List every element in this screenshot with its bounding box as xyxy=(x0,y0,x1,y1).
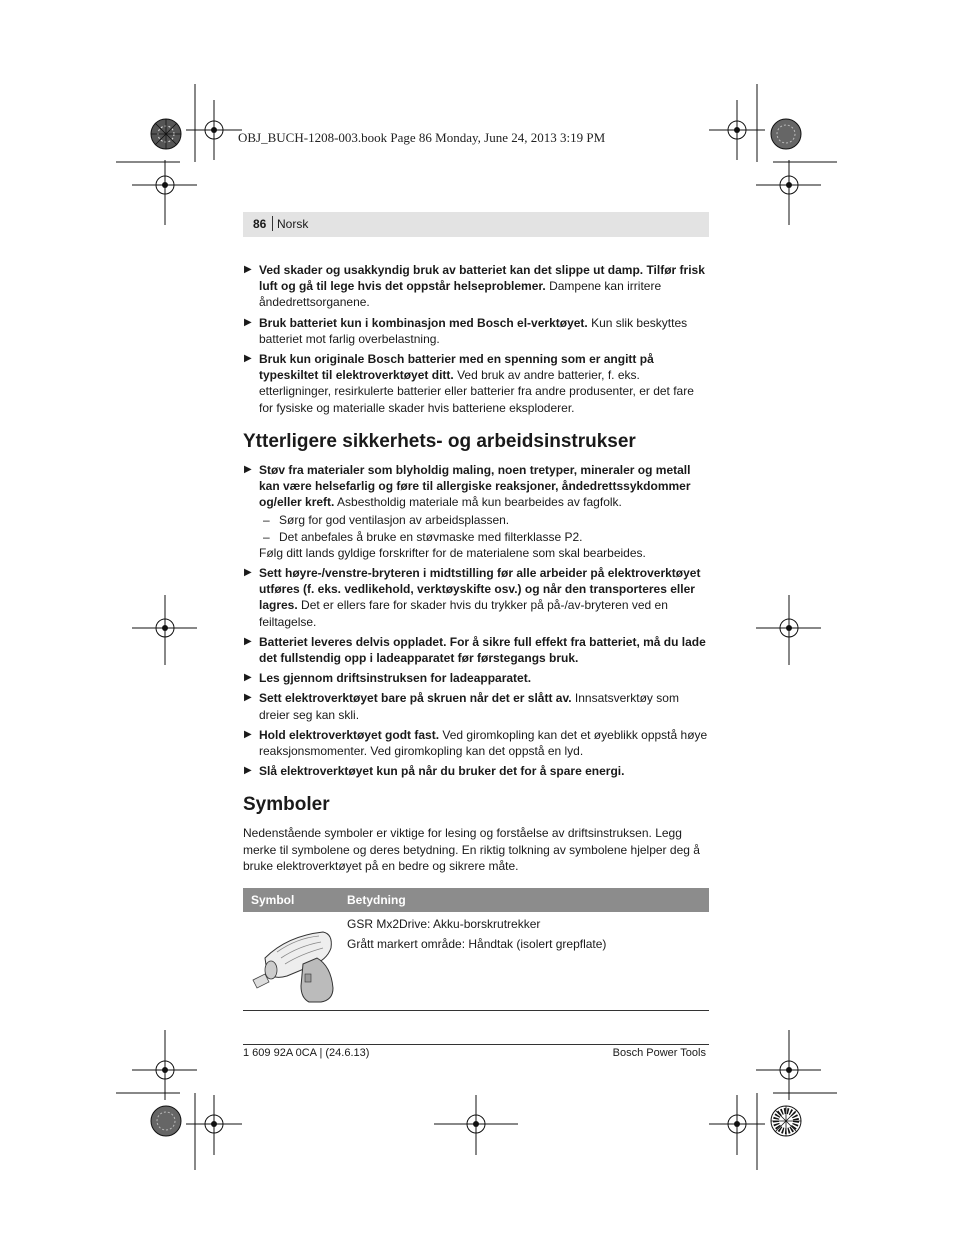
symbols-intro: Nedenstående symboler er viktige for lesing og forståelse av driftsinstruksen. Legg merke til symbolene og deres betydning. En riktig tolkning av symbolene hjelper deg å bruke elektroverktøyet på en bedre og sikrere måte. xyxy=(243,826,700,873)
bullet-item: ▶ Slå elektroverktøyet kun på når du bruker det for å spare energi. xyxy=(244,764,625,779)
page-number: 86 xyxy=(253,217,267,231)
page-header-bar xyxy=(243,212,709,237)
bullet-triangle-icon: ▶ xyxy=(244,567,252,579)
symbol-cell xyxy=(243,912,339,1011)
bullet-triangle-icon: ▶ xyxy=(244,692,252,704)
bullet-triangle-icon: ▶ xyxy=(244,635,252,647)
bullet-triangle-icon: ▶ xyxy=(244,765,252,777)
column-header-symbol: Symbol xyxy=(243,888,339,912)
footer-divider xyxy=(243,1044,709,1045)
bullet-item: ▶ Bruk batteriet kun i kombinasjon med Bosch el-verktøyet. Kun slik beskyttes batteriet mot farlig overbelastning. xyxy=(244,315,688,346)
footer-doc-number: 1 609 92A 0CA | (24.6.13) xyxy=(243,1047,370,1059)
section-title-symbols: Symboler xyxy=(243,794,330,816)
bullet-item: ▶ Les gjennom driftsinstruksen for ladeapparatet. xyxy=(244,671,532,686)
header-separator xyxy=(272,216,273,231)
bullet-triangle-icon: ▶ xyxy=(244,316,252,328)
page-content xyxy=(243,262,709,1011)
bullet-triangle-icon: ▶ xyxy=(244,672,252,684)
cordless-screwdriver-icon xyxy=(247,918,339,1004)
handle-note: Grått markert område: Håndtak (isolert grepflate) xyxy=(347,937,607,952)
bullet-item: ▶ Bruk kun originale Bosch batterier med en spenning som er angitt på typeskiltet til elektroverktøyet ditt. Ved bruk av andre batterier, f. eks. etterligninger, resirkulerte batterier eller batterier fra andre produsenter, er det fare for fysiske og materialle skader hvis batteriene eksploderer. xyxy=(244,352,694,415)
regulation-note: Følg ditt lands gyldige forskrifter for de materialene som skal bearbeides. xyxy=(259,545,646,560)
bullet-item: ▶ Støv fra materialer som blyholdig maling, noen tretyper, mineraler og metall kan være helsefarlig og føre til allergiske reaksjoner, åndedrettssykdommer og/eller kreft. Asbestholdig materiale må kun bearbeides av fagfolk. xyxy=(244,462,691,510)
page-language: Norsk xyxy=(277,217,309,231)
tool-name: GSR Mx2Drive: Akku-borskrutrekker xyxy=(347,917,541,932)
footer-brand: Bosch Power Tools xyxy=(612,1047,706,1059)
bullet-triangle-icon: ▶ xyxy=(244,728,252,740)
bullet-triangle-icon: ▶ xyxy=(244,264,252,275)
table-row xyxy=(243,912,709,1011)
bullet-item: ▶ Hold elektroverktøyet godt fast. Ved giromkopling kan det et øyeblikk oppstå høye reaksjonsmomenter. Ved giromkopling kan det oppstå en lyd. xyxy=(244,727,708,759)
column-header-meaning: Betydning xyxy=(339,888,709,912)
dash-item: – Sørg for god ventilasjon av arbeidsplassen. xyxy=(263,513,510,528)
bullet-item: ▶ Ved skader og usakkyndig bruk av batteriet kan det slippe ut damp. Tilfør frisk luft og gå til lege hvis det oppstår helseproblemer. Dampene kan irritere åndedrettsorganene. xyxy=(244,263,705,310)
bullet-triangle-icon: ▶ xyxy=(244,463,252,475)
section-title-safety: Ytterligere sikkerhets- og arbeidsinstrukser xyxy=(243,430,636,452)
meaning-cell xyxy=(339,912,709,1011)
print-header: OBJ_BUCH-1208-003.book Page 86 Monday, June 24, 2013 3:19 PM xyxy=(238,130,606,145)
bullet-item: ▶ Sett elektroverktøyet bare på skruen når det er slått av. Innsatsverktøy som dreier seg kan skli. xyxy=(244,691,679,722)
bullet-item: ▶ Batteriet leveres delvis oppladet. For å sikre full effekt fra batteriet, må du lade det fullstendig opp i ladeapparatet før førstegangs bruk. xyxy=(244,634,706,666)
symbols-table xyxy=(243,888,709,1011)
bullet-triangle-icon: ▶ xyxy=(244,353,252,365)
dash-item: – Det anbefales å bruke en støvmaske med filterklasse P2. xyxy=(263,529,583,544)
bullet-item: ▶ Sett høyre-/venstre-bryteren i midtstilling før alle arbeider på elektroverktøyet utføres (f. eks. vedlikehold, verktøyskifte osv.) og når den transporteres eller lagres. Det er ellers fare for skader hvis du trykker på på-/av-bryteren ved en feiltagelse. xyxy=(244,566,701,629)
